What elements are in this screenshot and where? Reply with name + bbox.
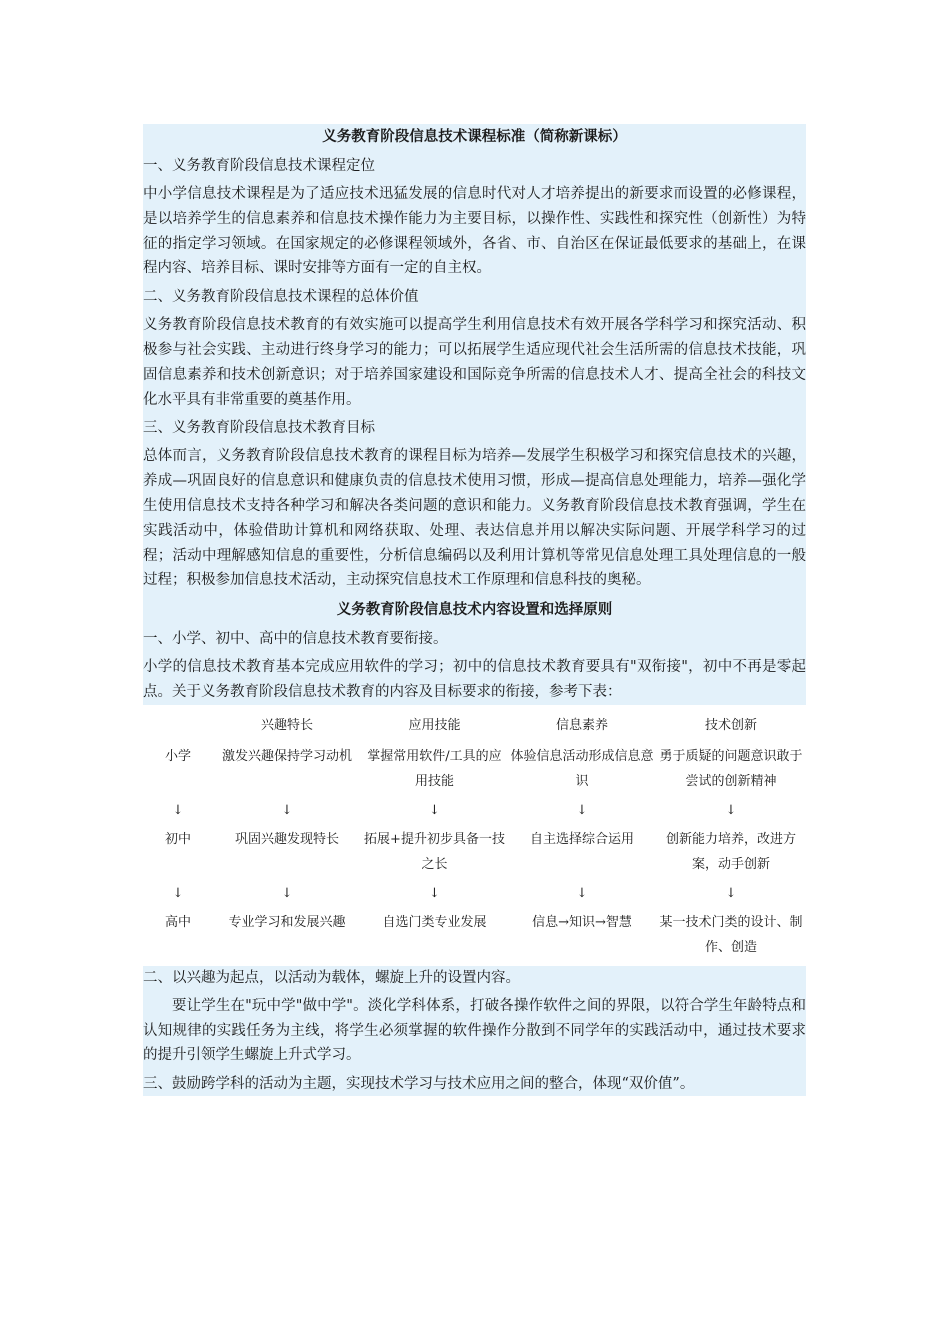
document-page: [143, 124, 806, 1096]
table-arrow-row: [143, 879, 806, 908]
table-arrow-row: [143, 796, 806, 825]
down-arrow-icon: ↓: [429, 885, 440, 901]
document-title: 义务教育阶段信息技术课程标准（简称新课标）: [322, 128, 627, 145]
section-title-principles: 义务教育阶段信息技术内容设置和选择原则: [336, 601, 613, 619]
table-cell: 初中: [164, 831, 191, 847]
paragraph-goals: 总体而言，义务教育阶段信息技术教育的课程目标为培养—发展学生积极学习和探究信息技术的兴趣，养成—巩固良好的信息意识和健康负责的信息技术使用习惯，形成—提高信息处理能力，培养—强化学生使用信息技术支持各种学习和解决各类问题的意识和能力。义务教育阶段信息技术教育强调，学生在实践活动中，体验借助计算机和网络获取、处理、表达信息并用以解决实际问题、开展学科学习的过程；活动中理解感知信息的重要性，分析信息编码以及利用计算机等常见信息处理工具处理信息的一般过程；积极参加信息技术活动，主动探究信息技术工作原理和信息科技的奥秘。: [143, 448, 806, 589]
table-cell: 掌握常用软件/工具的应用技能: [367, 748, 502, 789]
table-cell: 拓展+提升初步具备一技之长: [364, 831, 505, 872]
table-cell: 创新能力培养，改进方案，动手创新: [665, 831, 796, 872]
down-arrow-icon: ↓: [576, 885, 588, 901]
down-arrow-icon: ↓: [429, 802, 440, 818]
table-cell: 巩固兴趣发现特长: [234, 831, 339, 847]
principle-paragraph-1: 小学的信息技术教育基本完成应用软件的学习；初中的信息技术教育要具有"双衔接"，初中不再是零起点。关于义务教育阶段信息技术教育的内容及目标要求的衔接，参考下表：: [143, 659, 806, 700]
section-heading-positioning: 一、义务教育阶段信息技术课程定位: [143, 158, 375, 174]
down-arrow-icon: ↓: [725, 885, 737, 901]
down-arrow-icon: ↓: [725, 802, 737, 818]
section-heading-goals: 三、义务教育阶段信息技术教育目标: [143, 420, 375, 437]
table-row-middle: [143, 825, 806, 879]
down-arrow-icon: ↓: [281, 802, 293, 818]
table-cell: 某一技术门类的设计、制作、创造: [659, 914, 803, 955]
down-arrow-icon: ↓: [576, 802, 588, 818]
table-cell: 自主选择综合运用: [529, 831, 634, 847]
principle-heading-2: 二、以兴趣为起点，以活动为载体，螺旋上升的设置内容。: [143, 969, 520, 986]
down-arrow-icon: ↓: [172, 885, 184, 901]
table-cell: 勇于质疑的问题意识敢于尝试的创新精神: [659, 748, 803, 789]
highlighted-section-1: [143, 124, 806, 705]
paragraph-value: 义务教育阶段信息技术教育的有效实施可以提高学生利用信息技术有效开展各学科学习和探究活动、积极参与社会实践、主动进行终身学习的能力；可以拓展学生适应现代社会生活所需的信息技术技能，巩固信息素养和技术创新意识；对于培养国家建设和国际竞争所需的信息技术人才、提高全社会的科技文化水平具有非常重要的奠基作用。: [143, 317, 806, 408]
table-header-cell: [143, 707, 213, 742]
highlighted-section-2: [143, 966, 806, 1096]
principle-heading-3: 三、鼓励跨学科的活动为主题，实现技术学习与技术应用之间的整合，体现“双价值”。: [143, 1076, 695, 1093]
principle-paragraph-2: 要让学生在"玩中学"做中学"。淡化学科体系，打破各操作软件之间的界限，以符合学生年龄特点和认知规律的实践任务为主线，将学生必须掌握的软件操作分散到不同学年的实践活动中，通过技术要求的提升引领学生螺旋上升式学习。: [143, 997, 806, 1064]
table-cell: 专业学习和发展兴趣: [228, 914, 346, 930]
table-cell: 激发兴趣保持学习动机: [221, 748, 352, 764]
curriculum-table: [143, 707, 806, 962]
table-header-row: [143, 707, 806, 742]
table-header-cell: 信息素养: [555, 717, 608, 733]
table-cell: 高中: [164, 914, 191, 930]
table-header-cell: 兴趣特长: [260, 717, 313, 733]
down-arrow-icon: ↓: [172, 802, 184, 818]
table-header-cell: 技术创新: [704, 717, 757, 733]
principle-heading-1: 一、小学、初中、高中的信息技术教育要衔接。: [143, 631, 448, 648]
table-row-primary: [143, 742, 806, 796]
down-arrow-icon: ↓: [281, 885, 293, 901]
table-cell: 信息→知识→智慧: [532, 914, 632, 930]
paragraph-positioning: 中小学信息技术课程是为了适应技术迅猛发展的信息时代对人才培养提出的新要求而设置的必修课程，是以培养学生的信息素养和信息技术操作能力为主要目标，以操作性、实践性和探究性（创新性）为特征的指定学习领域。在国家规定的必修课程领域外，各省、市、自治区在保证最低要求的基础上，在课程内容、培养目标、课时安排等方面有一定的自主权。: [143, 186, 806, 277]
table-cell: 体验信息活动形成信息意识: [510, 748, 654, 789]
section-heading-value: 二、义务教育阶段信息技术课程的总体价值: [143, 289, 419, 306]
table-cell: 自选门类专业发展: [382, 914, 487, 930]
table-cell: 小学: [164, 748, 191, 764]
table-row-high: [143, 908, 806, 962]
table-header-cell: 应用技能: [408, 717, 461, 733]
